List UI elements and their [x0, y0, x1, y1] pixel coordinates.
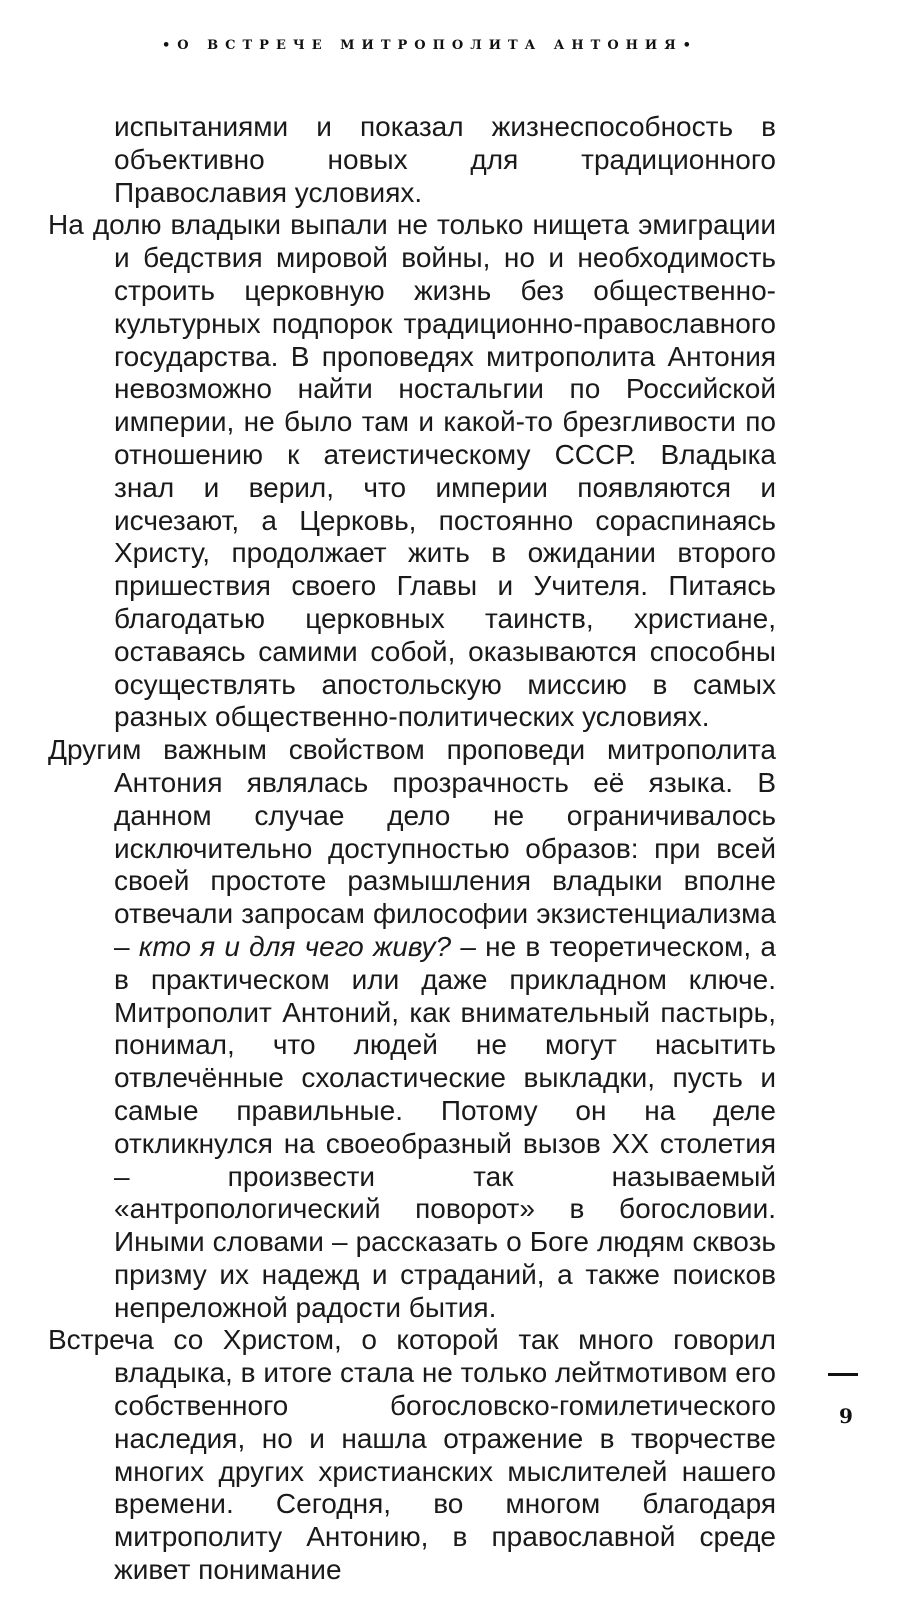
paragraph-2: На долю владыки выпали не только нищета эмиграции и бедствия мировой войны, но и необходимость строить церковную жизнь без общественно-культурных подпорок традиционно-православного государства. В проповедях митрополита Антония невозможно найти ностальгии по Российской империи, не было там и какой-то брезгливости по отношению к атеистическому СССР. Владыка знал и верил, что империи появляются и исчезают, а Церковь, постоянно сораспинаясь Христу, продолжает жить в ожидании второго пришествия своего Главы и Учителя. Питаясь благодатью церковных таинств, христиане, оставаясь самими собой, оказываются способны осуществлять апостольскую миссию в самых разных общественно-политических условиях.: [48, 209, 776, 733]
page-number-dash: [828, 1373, 858, 1376]
page-number: 9: [839, 1404, 853, 1428]
paragraph-3-part-1: Другим важным свойством проповеди митрополита Антония являлась прозрачность её языка. В данном случае дело не ограничивалось исключительно доступностью образов: при всей своей простоте размышления владыки вполне отвечали запросам философии экзистенциализма –: [48, 734, 776, 962]
paragraph-3: [48, 734, 776, 1324]
paragraph-continued: испытаниями и показал жизнеспособность в объективно новых для традиционного Православия условиях.: [114, 111, 776, 208]
running-header: •О ВСТРЕЧЕ МИТРОПОЛИТА АНТОНИЯ•: [162, 38, 698, 53]
paragraph-3-part-2: – не в теоретическом, а в практическом или даже прикладном ключе. Митрополит Антоний, как внимательный пастырь, понимал, что людей не могут насытить отвлечённые схоластические выкладки, пусть и самые правильные. Потому он на деле откликнулся на своеобразный вызов XX столетия – произвести так называемый «антропологический поворот» в богословии. Иными словами – рассказать о Боге людям сквозь призму их надежд и страданий, а также поисков непреложной радости бытия.: [114, 930, 776, 1323]
body-text: [48, 111, 776, 1587]
paragraph-3-italic-question: кто я и для чего живу?: [138, 930, 452, 962]
paragraph-4: Встреча со Христом, о которой так много говорил владыка, в итоге стала не только лейтмотивом его собственного богословско-гомилетического наследия, но и нашла отражение в творчестве многих других христианских мыслителей нашего времени. Сегодня, во многом благодаря митрополиту Антонию, в православной среде живет понимание: [48, 1324, 776, 1586]
